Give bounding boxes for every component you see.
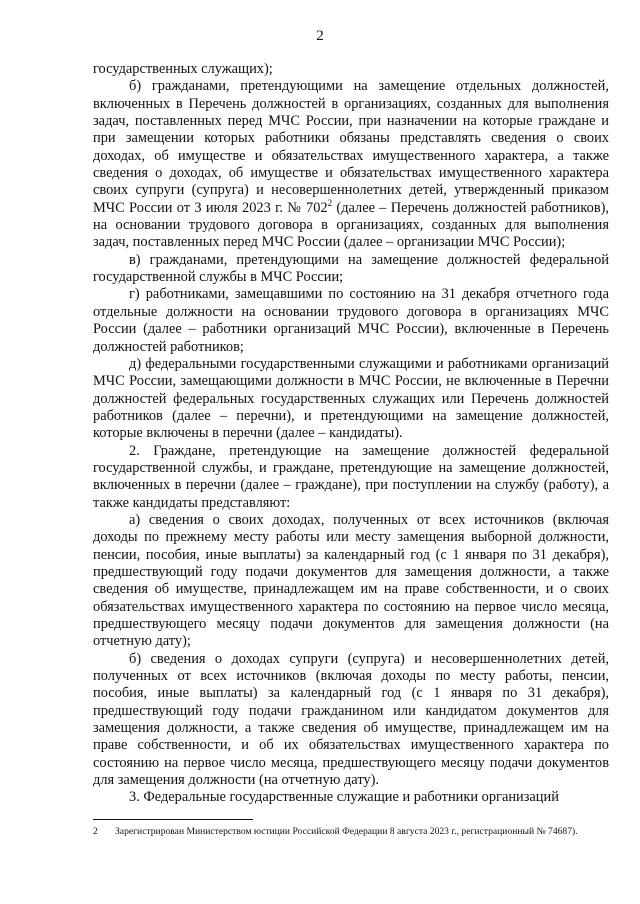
paragraph-2: 2. Граждане, претендующие на замещение должностей федеральной государственной службы, и граждане, претендующие на замещение должностей, включенных в перечни (далее – граждане), при поступлении на службу (работу), а также кандидаты представляют: (93, 442, 609, 511)
footnote-reference: 2 (327, 197, 333, 208)
paragraph-b-text: б) гражданами, претендующими на замещение отдельных должностей, включенных в Перечень должностей в организациях, созданных для выполнения задач, поставленных перед МЧС России, при назначении на которые граждане и при замещении которых работники обязаны представлять сведения о своих доходах, об имуществе и обязательствах имущественного характера, а также сведения о доходах, об имуществе и обязательствах имущественного характера своих супруги (супруга) и несовершеннолетних детей, утвержденный приказом МЧС России от 3 июля 2023 г. № 702 (93, 78, 609, 216)
footnote (93, 824, 609, 839)
document-body (93, 61, 609, 807)
paragraph-d: д) федеральными государственными служащими и работниками организаций МЧС России, замещающими должности в МЧС России, не включенные в Перечни должностей федеральных государственных служащих или Перечень должностей работников (далее – перечни), и претендующими на замещение должностей, которые включены в перечни (далее – кандидаты). (93, 355, 609, 442)
paragraph-2a: а) сведения о своих доходах, полученных от всех источников (включая доходы по прежнему месту работы или месту замещения выборной должности, пенсии, пособия, иные выплаты) за календарный год (с 1 января по 31 декабря), предшествующий году подачи документов для замещения должности, а также сведения об имуществе, принадлежащем им на праве собственности, и о своих обязательствах имущественного характера по состоянию на первое число месяца, предшествующего месяцу подачи документов для замещения должности (на отчетную дату); (93, 511, 609, 650)
footnote-text: Зарегистрирован Министерством юстиции Российской Федерации 8 августа 2023 г., регистрационный № 74687). (115, 826, 578, 837)
page-number: 2 (316, 28, 324, 44)
footnote-number: 2 (93, 826, 98, 837)
paragraph-continuation: государственных служащих); (93, 61, 273, 77)
paragraph-b-continuation: (далее – Перечень должностей работников), на основании трудового договора в организациях, созданных для выполнения задач, поставленных перед МЧС России (далее – организации МЧС России); (93, 199, 610, 251)
paragraph-v: в) гражданами, претендующими на замещение должностей федеральной государственной службы в МЧС России; (93, 251, 609, 286)
paragraph-3: 3. Федеральные государственные служащие и работники организаций (129, 789, 559, 806)
footnote-separator (93, 819, 253, 820)
paragraph-2b: б) сведения о доходах супруги (супруга) и несовершеннолетних детей, полученных от всех источников (включая доходы по месту работы, пенсии, пособия, иные выплаты) за календарный год (с 1 января по 31 декабря), предшествующий году подачи гражданином или кандидатом документов для замещения должности, а также сведения об имуществе, принадлежащем им на праве собственности, и об их обязательствах имущественного характера по состоянию на первое число месяца, предшествующего месяцу подачи документов для замещения должности (на отчетную дату). (93, 650, 609, 789)
paragraph-g: г) работниками, замещавшими по состоянию на 31 декабря отчетного года отдельные должности на основании трудового договора в организациях МЧС России (далее – работники организаций МЧС России), включенные в Перечень должностей работников; (93, 286, 609, 355)
paragraph-b (93, 78, 609, 251)
